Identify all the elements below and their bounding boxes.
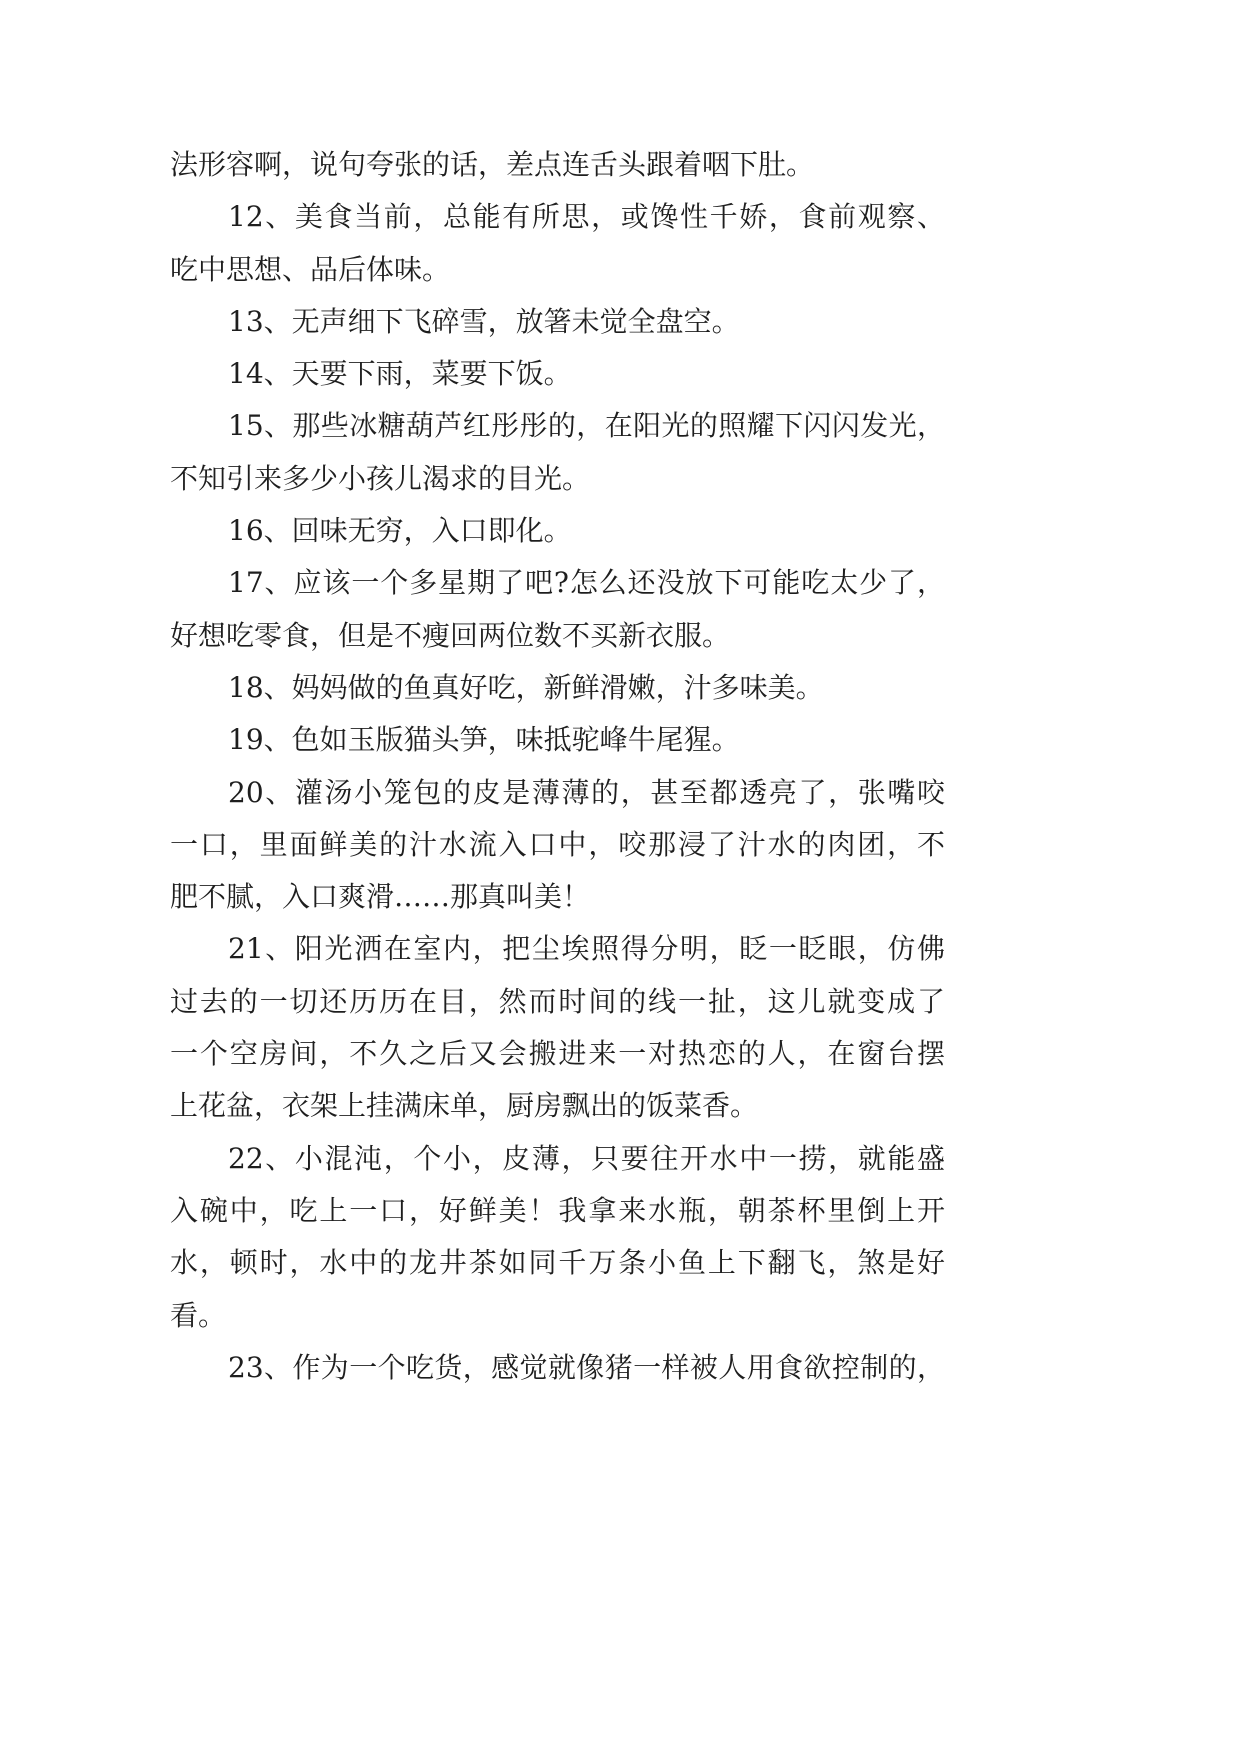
- paragraph-line: 入碗中，吃上一口，好鲜美！我拿来水瓶，朝茶杯里倒上开: [170, 1193, 945, 1227]
- paragraph-line: 21、阳光洒在室内，把尘埃照得分明，眨一眨眼，仿佛: [228, 932, 945, 966]
- paragraph-line: 肥不腻，入口爽滑……那真叫美！: [170, 880, 591, 914]
- paragraph-line: 好想吃零食，但是不瘦回两位数不买新衣服。: [170, 618, 731, 652]
- paragraph-line: 14、天要下雨，菜要下饭。: [228, 357, 572, 391]
- paragraph-line: 吃中思想、品后体味。: [170, 252, 451, 286]
- paragraph-line: 22、小混沌，个小，皮薄，只要往开水中一捞，就能盛: [228, 1141, 945, 1175]
- paragraph-line: 看。: [170, 1298, 227, 1332]
- paragraph-23: [170, 1342, 945, 1394]
- paragraph-13: [170, 296, 945, 348]
- paragraph-18: [170, 662, 945, 714]
- paragraph-line: 18、妈妈做的鱼真好吃，新鲜滑嫩，汁多味美。: [228, 670, 824, 704]
- document-body: [170, 139, 945, 1394]
- paragraph-17: [170, 557, 945, 662]
- paragraph-continued: [170, 139, 945, 191]
- paragraph-21: [170, 923, 945, 1132]
- paragraph-line: 15、那些冰糖葫芦红彤彤的，在阳光的照耀下闪闪发光，: [228, 409, 945, 443]
- paragraph-15: [170, 400, 945, 505]
- paragraph-line: 一个空房间，不久之后又会搬进来一对热恋的人，在窗台摆: [170, 1037, 945, 1071]
- paragraph-22: [170, 1133, 945, 1342]
- paragraph-line: 17、应该一个多星期了吧?怎么还没放下可能吃太少了，: [228, 566, 945, 600]
- paragraph-20: [170, 767, 945, 924]
- paragraph-12: [170, 191, 945, 296]
- paragraph-line: 16、回味无穷，入口即化。: [228, 514, 572, 548]
- paragraph-19: [170, 714, 945, 766]
- paragraph-line: 过去的一切还历历在目，然而时间的线一扯，这儿就变成了: [170, 984, 945, 1018]
- paragraph-line: 23、作为一个吃货，感觉就像猪一样被人用食欲控制的，: [228, 1350, 945, 1384]
- paragraph-line: 19、色如玉版猫头笋，味抵驼峰牛尾猩。: [228, 723, 740, 757]
- paragraph-line: 法形容啊，说句夸张的话，差点连舌头跟着咽下肚。: [170, 148, 815, 181]
- paragraph-14: [170, 348, 945, 400]
- paragraph-line: 不知引来多少小孩儿渴求的目光。: [170, 461, 591, 495]
- paragraph-16: [170, 505, 945, 557]
- paragraph-line: 20、灌汤小笼包的皮是薄薄的，甚至都透亮了，张嘴咬: [228, 775, 945, 809]
- paragraph-line: 12、美食当前，总能有所思，或馋性千娇，食前观察、: [228, 200, 945, 234]
- paragraph-line: 13、无声细下飞碎雪，放箸未觉全盘空。: [228, 304, 740, 338]
- paragraph-line: 上花盆，衣架上挂满床单，厨房飘出的饭菜香。: [170, 1089, 759, 1123]
- paragraph-line: 一口，里面鲜美的汁水流入口中，咬那浸了汁水的肉团，不: [170, 827, 945, 861]
- paragraph-line: 水，顿时，水中的龙井茶如同千万条小鱼上下翻飞，煞是好: [170, 1246, 945, 1280]
